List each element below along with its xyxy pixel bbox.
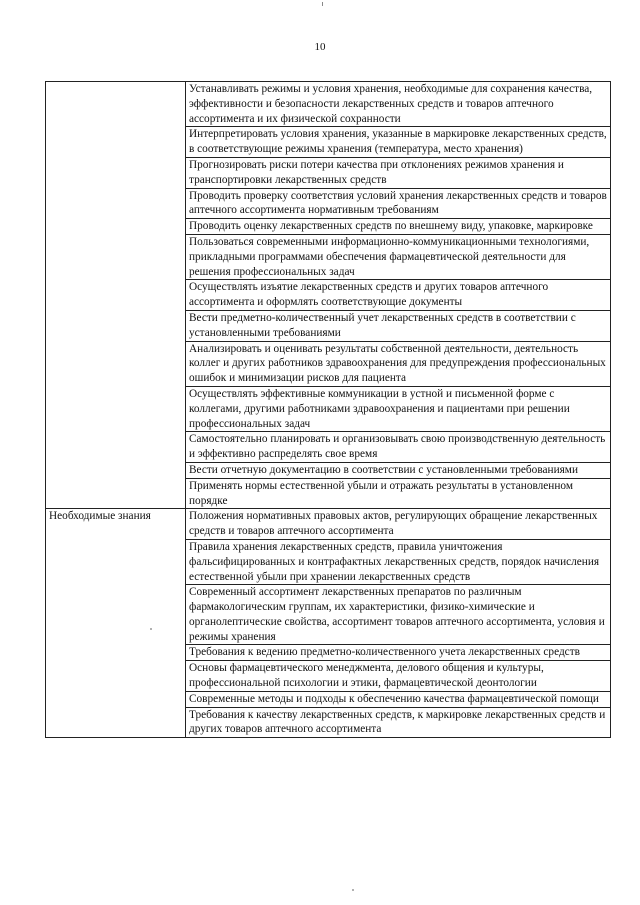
requirements-table	[45, 81, 611, 738]
skill-cell: Осуществлять эффективные коммуникации в устной и письменной форме с коллегами, другими работниками здравоохранения и пациентами при решении профессиональных задач	[186, 386, 611, 431]
skill-cell: Прогнозировать риски потери качества при отклонениях режимов хранения и транспортировки лекарственных средств	[186, 157, 611, 188]
knowledge-cell: Правила хранения лекарственных средств, правила уничтожения фальсифицированных и контрафактных лекарственных средств, порядок начисления естественной убыли при хранении лекарственных средств	[186, 539, 611, 584]
knowledge-cell: Требования к ведению предметно-количественного учета лекарственных средств	[186, 645, 611, 661]
knowledge-cell: Современные методы и подходы к обеспечению качества фармацевтической помощи	[186, 691, 611, 707]
skill-cell: Применять нормы естественной убыли и отражать результаты в установленном порядке	[186, 478, 611, 509]
knowledge-cell: Положения нормативных правовых актов, регулирующих обращение лекарственных средств и товаров аптечного ассортимента	[186, 509, 611, 540]
scan-speck	[352, 889, 354, 891]
page-number: 10	[314, 41, 326, 53]
skill-cell: Осуществлять изъятие лекарственных средств и других товаров аптечного ассортимента и оформлять соответствующие документы	[186, 280, 611, 311]
table-row	[46, 509, 611, 540]
scan-mark	[322, 2, 323, 6]
knowledge-label-cell: Необходимые знания	[46, 509, 186, 738]
skill-cell: Устанавливать режимы и условия хранения, необходимые для сохранения качества, эффективности и безопасности лекарственных средств и товаров аптечного ассортимента и их физической сохранности	[186, 82, 611, 127]
skill-cell: Проводить оценку лекарственных средств по внешнему виду, упаковке, маркировке	[186, 219, 611, 235]
skill-cell: Интерпретировать условия хранения, указанные в маркировке лекарственных средств, в соответствующие режимы хранения (температура, место хранения)	[186, 127, 611, 158]
knowledge-cell: Основы фармацевтического менеджмента, делового общения и культуры, профессиональной психологии и этики, фармацевтической деонтологии	[186, 661, 611, 692]
skill-cell: Вести отчетную документацию в соответствии с установленными требованиями	[186, 462, 611, 478]
skill-cell: Самостоятельно планировать и организовывать свою производственную деятельность и эффективно распределять свое время	[186, 432, 611, 463]
empty-label-cell	[46, 82, 186, 509]
table-row	[46, 82, 611, 127]
skill-cell: Анализировать и оценивать результаты собственной деятельности, деятельность коллег и других работников здравоохранения для предупреждения профессиональных ошибок и минимизации рисков для пациента	[186, 341, 611, 386]
skill-cell: Проводить проверку соответствия условий хранения лекарственных средств и товаров аптечного ассортимента нормативным требованиям	[186, 188, 611, 219]
scan-speck	[150, 628, 152, 630]
skill-cell: Пользоваться современными информационно-коммуникационными технологиями, прикладными программами обеспечения фармацевтической деятельности для решения профессиональных задач	[186, 234, 611, 279]
knowledge-cell: Современный ассортимент лекарственных препаратов по различным фармакологическим группам, их характеристики, физико-химические и органолептические свойства, ассортимент товаров аптечного ассортимента, условия и режимы хранения	[186, 585, 611, 645]
knowledge-cell: Требования к качеству лекарственных средств, к маркировке лекарственных средств и других товаров аптечного ассортимента	[186, 707, 611, 738]
skill-cell: Вести предметно-количественный учет лекарственных средств в соответствии с установленными требованиями	[186, 310, 611, 341]
